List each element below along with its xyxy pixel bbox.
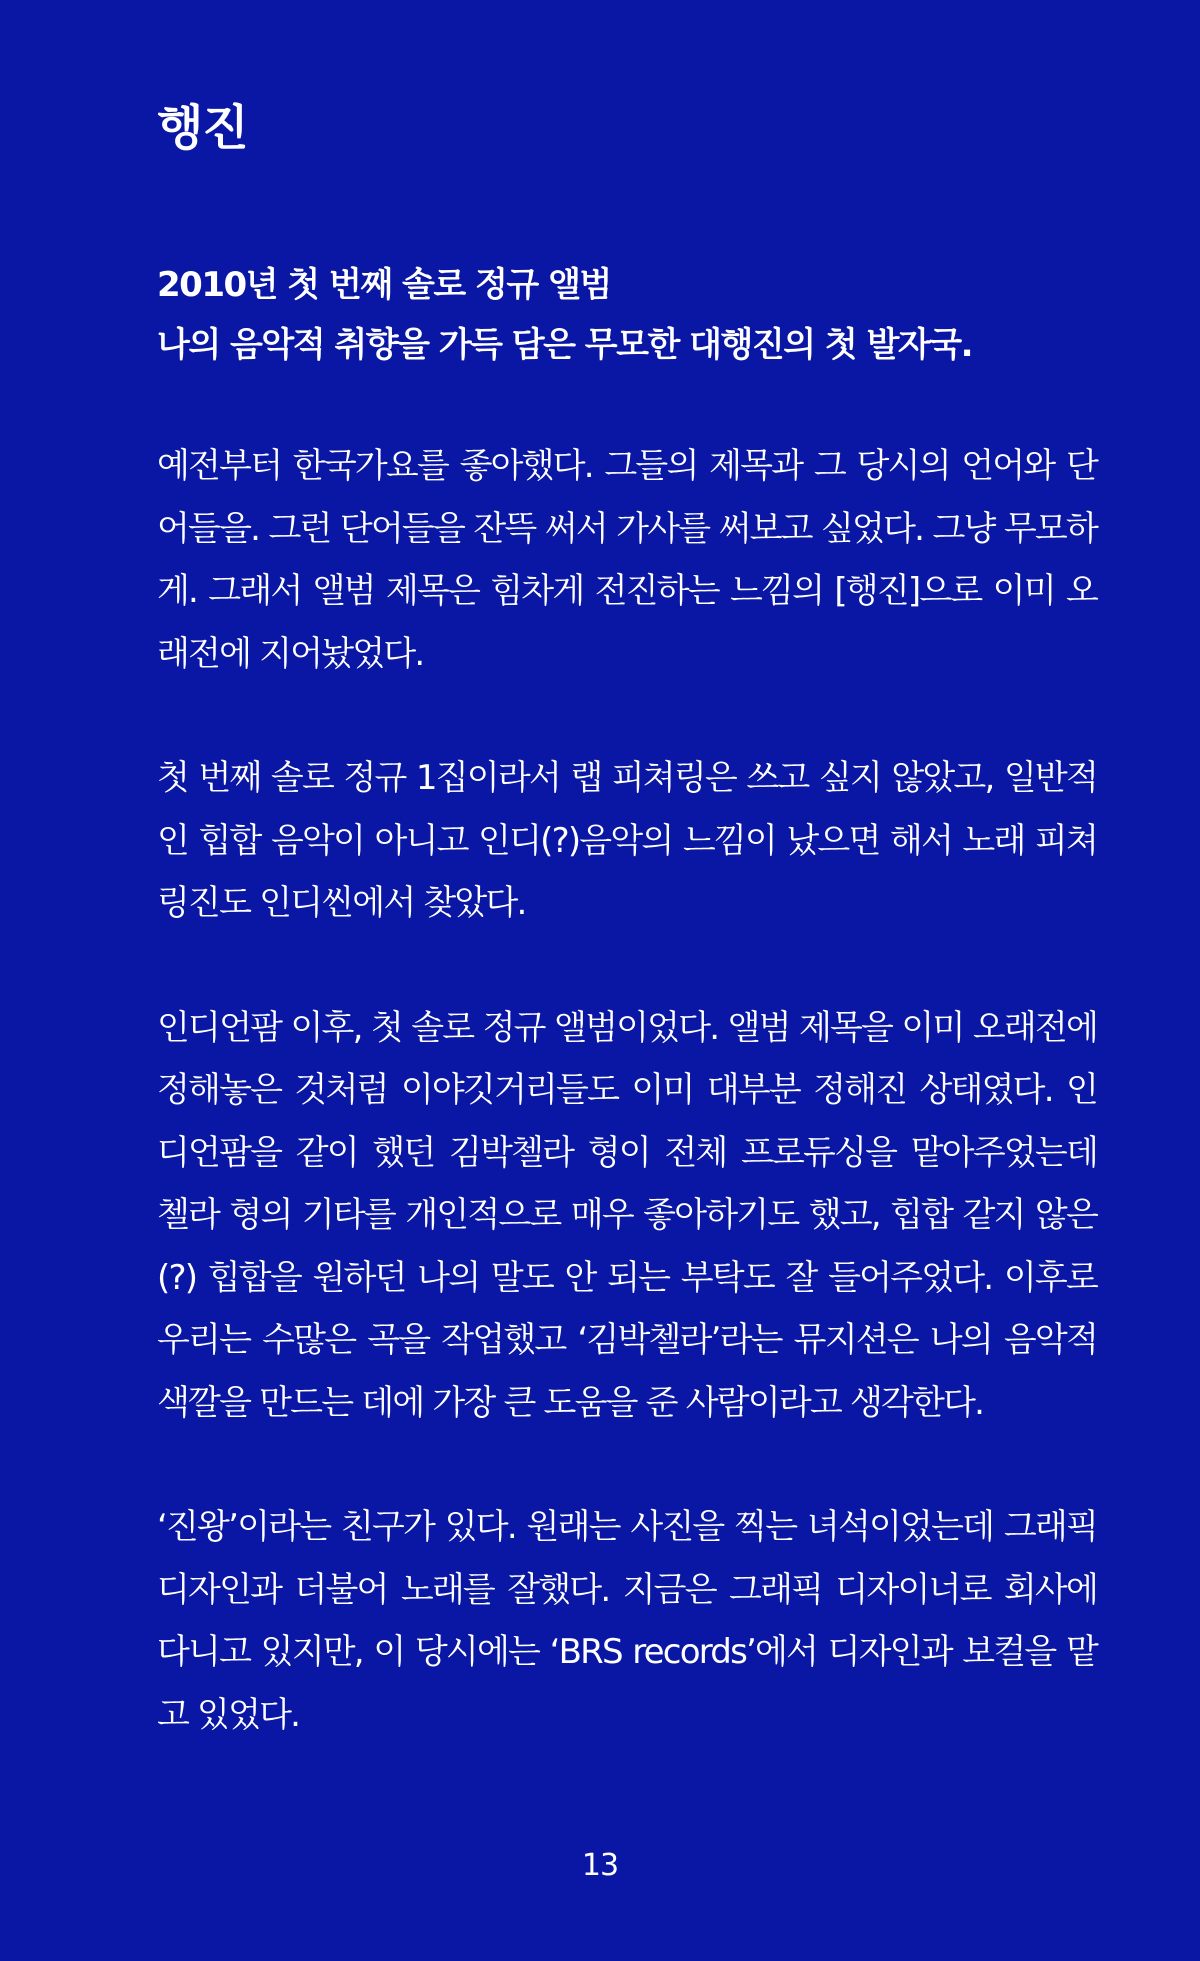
page-content	[157, 96, 1097, 1746]
subtitle	[157, 255, 1097, 375]
paragraph-2: 첫 번째 솔로 정규 1집이라서 랩 피쳐링은 쓰고 싶지 않았고, 일반적인 힙합 음악이 아니고 인디(?)음악의 느낌이 났으면 해서 노래 피쳐링진도 인디씬에서 찾았다.	[157, 758, 1097, 923]
page-number: 13	[581, 1848, 619, 1883]
paragraph-4: ‘진왕’이라는 친구가 있다. 원래는 사진을 찍는 녀석이었는데 그래픽 디자인과 더불어 노래를 잘했다. 지금은 그래픽 디자이너로 회사에 다니고 있지만, 이 당시에는 ‘BRS records’에서 디자인과 보컬을 맡고 있었다.	[157, 1507, 1097, 1735]
paragraph-3: 인디언팜 이후, 첫 솔로 정규 앨범이었다. 앨범 제목을 이미 오래전에 정해놓은 것처럼 이야깃거리들도 이미 대부분 정해진 상태였다. 인디언팜을 같이 했던 김박첼라 형이 전체 프로듀싱을 맡아주었는데 첼라 형의 기타를 개인적으로 매우 좋아하기도 했고, 힙합 같지 않은(?) 힙합을 원하던 나의 말도 안 되는 부탁도 잘 들어주었다. 이후로 우리는 수많은 곡을 작업했고 ‘김박첼라’라는 뮤지션은 나의 음악적 색깔을 만드는 데에 가장 큰 도움을 준 사람이라고 생각한다.	[157, 1007, 1097, 1423]
subtitle-line-1: 2010년 첫 번째 솔로 정규 앨범	[157, 265, 611, 305]
paragraph-1: 예전부터 한국가요를 좋아했다. 그들의 제목과 그 당시의 언어와 단어들을. 그런 단어들을 잔뜩 써서 가사를 써보고 싶었다. 그냥 무모하게. 그래서 앨범 제목은 힘차게 전진하는 느낌의 [행진]으로 이미 오래전에 지어놨었다.	[157, 446, 1097, 674]
subtitle-line-2: 나의 음악적 취향을 가득 담은 무모한 대행진의 첫 발자국.	[157, 325, 973, 365]
page-title: 행진	[157, 100, 248, 156]
